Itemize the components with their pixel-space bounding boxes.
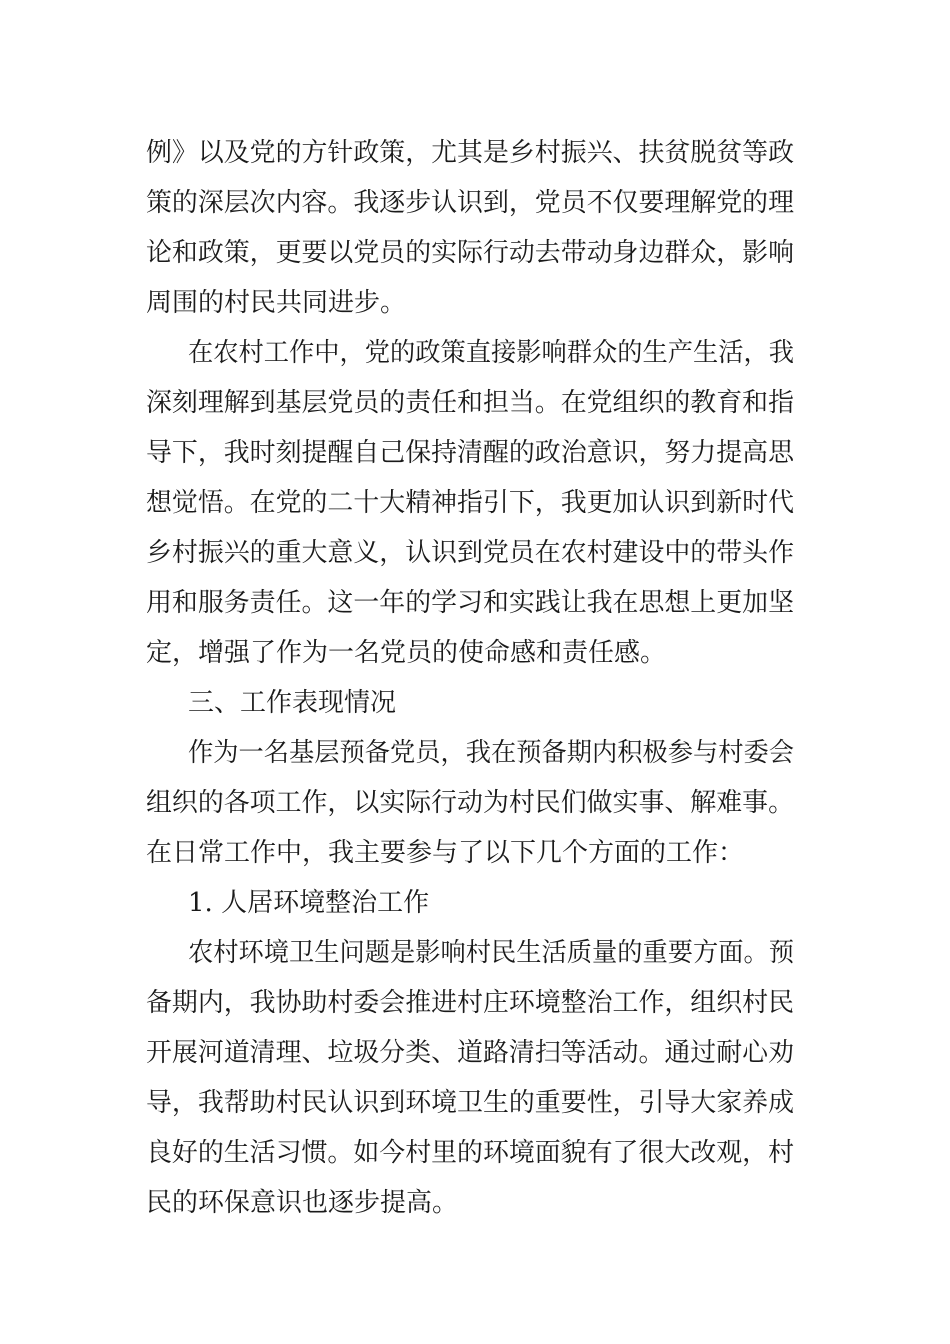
body-text-line: 民的环保意识也逐步提高。 (146, 1188, 459, 1218)
body-text-line: 深刻理解到基层党员的责任和担当。在党组织的教育和指 (146, 388, 795, 418)
paragraph-first-line: 作为一名基层预备党员，我在预备期内积极参与村委会 (188, 738, 795, 768)
body-text-line: 开展河道清理、垃圾分类、道路清扫等活动。通过耐心劝 (146, 1038, 795, 1068)
body-text-line: 周围的村民共同进步。 (146, 288, 407, 318)
body-text-line: 论和政策，更要以党员的实际行动去带动身边群众，影响 (146, 238, 795, 268)
body-text-line: 组织的各项工作，以实际行动为村民们做实事、解难事。 (146, 788, 795, 818)
paragraph-first-line: 在农村工作中，党的政策直接影响群众的生产生活，我 (188, 338, 795, 368)
body-text-line: 用和服务责任。这一年的学习和实践让我在思想上更加坚 (146, 588, 795, 618)
body-text-line: 例》以及党的方针政策，尤其是乡村振兴、扶贫脱贫等政 (146, 138, 795, 168)
body-text-line: 想觉悟。在党的二十大精神指引下，我更加认识到新时代 (146, 488, 795, 518)
subsection-heading: 1. 人居环境整治工作 (188, 888, 430, 918)
paragraph-first-line: 农村环境卫生问题是影响村民生活质量的重要方面。预 (188, 938, 795, 968)
body-text-line: 定，增强了作为一名党员的使命感和责任感。 (146, 638, 667, 668)
section-heading: 三、工作表现情况 (188, 688, 397, 718)
body-text-line: 导下，我时刻提醒自己保持清醒的政治意识，努力提高思 (146, 438, 795, 468)
body-text-line: 乡村振兴的重大意义，认识到党员在农村建设中的带头作 (146, 538, 795, 568)
body-text-line: 备期内，我协助村委会推进村庄环境整治工作，组织村民 (146, 988, 795, 1018)
body-text-line: 良好的生活习惯。如今村里的环境面貌有了很大改观，村 (146, 1138, 795, 1168)
body-text-line: 在日常工作中，我主要参与了以下几个方面的工作： (146, 838, 745, 868)
body-text-line: 导，我帮助村民认识到环境卫生的重要性，引导大家养成 (146, 1088, 795, 1118)
body-text-line: 策的深层次内容。我逐步认识到，党员不仅要理解党的理 (146, 188, 795, 218)
